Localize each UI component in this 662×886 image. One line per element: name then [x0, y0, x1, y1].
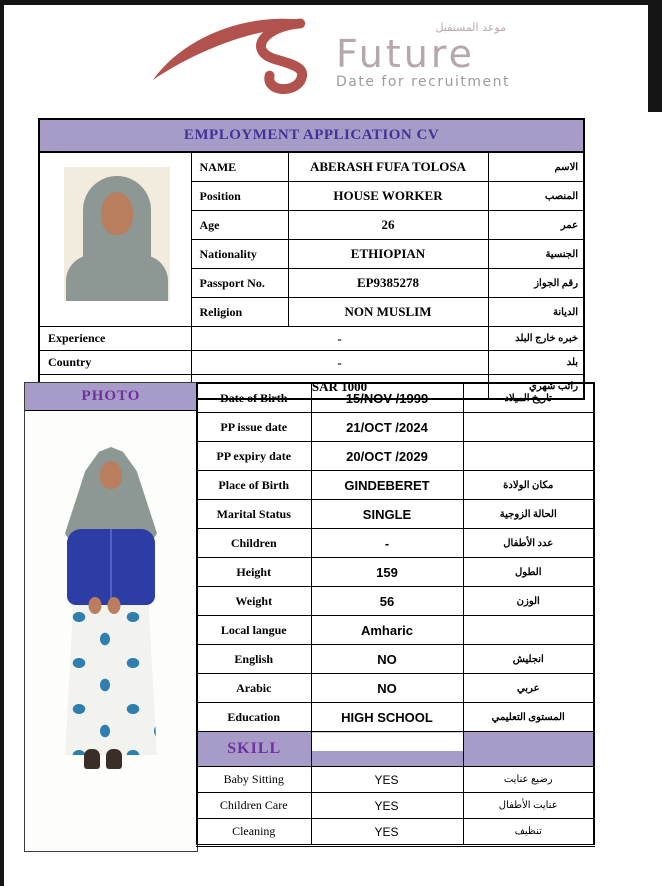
- detail-row: [197, 500, 594, 529]
- row-arabic-label: عمر: [488, 211, 584, 240]
- logo-tagline: Date for recruitment: [336, 73, 510, 90]
- face-shape: [101, 192, 133, 235]
- detail-row: [197, 529, 594, 558]
- detail-row: [197, 383, 594, 413]
- row-arabic-label: الجنسية: [488, 240, 584, 269]
- row-value: -: [191, 351, 488, 375]
- row-value: NO: [311, 674, 463, 703]
- passport-photo: [64, 167, 170, 301]
- detail-row: [197, 645, 594, 674]
- row-arabic-label: [463, 616, 594, 645]
- skill-section-title: SKILL: [197, 732, 311, 767]
- row-label: Weight: [197, 587, 311, 616]
- jacket-shape: [67, 529, 155, 605]
- row-arabic-label: عدد الأطفال: [463, 529, 594, 558]
- row-arabic-label: بلد: [488, 351, 584, 375]
- row-label: Cleaning: [197, 819, 311, 846]
- hand-shape: [89, 597, 102, 614]
- row-value: -: [191, 327, 488, 351]
- row-arabic-label: عنايت الأطفال: [463, 793, 594, 819]
- form-title-row: [39, 119, 584, 152]
- row-arabic-label: الاسم: [488, 152, 584, 182]
- row-label: Experience: [39, 327, 191, 351]
- row-value: SAR 1000: [191, 375, 488, 400]
- form-title: EMPLOYMENT APPLICATION CV: [39, 119, 584, 152]
- details-table: [196, 382, 595, 847]
- row-value: -: [311, 529, 463, 558]
- profile-extra-row: [39, 327, 584, 351]
- row-label: Age: [191, 211, 288, 240]
- floral-skirt-shape: [65, 605, 157, 755]
- row-value: 20/OCT /2029: [311, 442, 463, 471]
- photo-box: [24, 382, 198, 852]
- row-value: SINGLE: [311, 500, 463, 529]
- row-label: Education: [197, 703, 311, 732]
- skill-section-header-row: [197, 732, 594, 767]
- logo-arabic-name: موعد المستقبل: [435, 20, 506, 34]
- row-arabic-label: تنظيف: [463, 819, 594, 846]
- row-arabic-label: الديانة: [488, 298, 584, 327]
- hand-shape: [108, 597, 121, 614]
- row-value: 15/NOV /1999: [311, 383, 463, 413]
- row-arabic-label: المنصب: [488, 182, 584, 211]
- skill-header-spacer: [311, 732, 463, 767]
- row-arabic-label: عربي: [463, 674, 594, 703]
- scan-frame-left: [0, 0, 4, 886]
- skill-row: [197, 793, 594, 819]
- row-label: Children: [197, 529, 311, 558]
- face-shape: [100, 461, 122, 489]
- full-body-photo: [25, 411, 197, 851]
- detail-row: [197, 442, 594, 471]
- detail-row: [197, 674, 594, 703]
- row-label: Country: [39, 351, 191, 375]
- row-arabic-label: رقم الجواز: [488, 269, 584, 298]
- row-value: HIGH SCHOOL: [311, 703, 463, 732]
- row-value: Amharic: [311, 616, 463, 645]
- scan-frame-right: [648, 0, 662, 112]
- row-label: NAME: [191, 152, 288, 182]
- detail-row: [197, 471, 594, 500]
- detail-row: [197, 558, 594, 587]
- row-value: GINDEBERET: [311, 471, 463, 500]
- future-logo-mark-icon: [148, 10, 330, 100]
- row-label: Religion: [191, 298, 288, 327]
- row-value: ETHIOPIAN: [288, 240, 488, 269]
- row-arabic-label: راتب شهري: [488, 375, 584, 400]
- row-label: PP expiry date: [197, 442, 311, 471]
- detail-row: [197, 703, 594, 732]
- row-label: Date of Birth: [197, 383, 311, 413]
- row-arabic-label: مكان الولادة: [463, 471, 594, 500]
- row-label: Passport No.: [191, 269, 288, 298]
- row-value: NON MUSLIM: [288, 298, 488, 327]
- row-arabic-label: [463, 442, 594, 471]
- row-arabic-label: الطول: [463, 558, 594, 587]
- skill-row: [197, 767, 594, 793]
- row-label: Position: [191, 182, 288, 211]
- row-value: YES: [311, 819, 463, 846]
- row-label: Marital Status: [197, 500, 311, 529]
- skill-header-spacer-right: [463, 732, 594, 767]
- sandal-shape: [106, 749, 122, 769]
- detail-row: [197, 616, 594, 645]
- agency-logo: [148, 10, 510, 100]
- row-value: ABERASH FUFA TOLOSA: [288, 152, 488, 182]
- row-value: 56: [311, 587, 463, 616]
- row-label: Nationality: [191, 240, 288, 269]
- photo-section-title: PHOTO: [25, 383, 197, 411]
- logo-brand-name: Future: [336, 31, 476, 76]
- shoulders-shape: [66, 255, 168, 301]
- row-label: Arabic: [197, 674, 311, 703]
- row-value: YES: [311, 767, 463, 793]
- sandal-shape: [84, 749, 100, 769]
- row-label: Local langue: [197, 616, 311, 645]
- row-value: 21/OCT /2024: [311, 413, 463, 442]
- row-value: EP9385278: [288, 269, 488, 298]
- row-value: 26: [288, 211, 488, 240]
- row-label: Place of Birth: [197, 471, 311, 500]
- row-arabic-label: المستوى التعليمي: [463, 703, 594, 732]
- logo-text: [336, 21, 510, 90]
- row-arabic-label: خبره خارج البلد: [488, 327, 584, 351]
- row-label: English: [197, 645, 311, 674]
- detail-row: [197, 587, 594, 616]
- row-label: PP issue date: [197, 413, 311, 442]
- row-arabic-label: رضيع عنايت: [463, 767, 594, 793]
- row-arabic-label: [463, 413, 594, 442]
- row-value: YES: [311, 793, 463, 819]
- row-value: HOUSE WORKER: [288, 182, 488, 211]
- scan-frame-top: [0, 0, 662, 5]
- row-value: 159: [311, 558, 463, 587]
- skill-row: [197, 819, 594, 846]
- row-label: Children Care: [197, 793, 311, 819]
- row-value: NO: [311, 645, 463, 674]
- row-arabic-label: الحالة الزوجية: [463, 500, 594, 529]
- profile-extra-row: [39, 351, 584, 375]
- row-label: Height: [197, 558, 311, 587]
- row-arabic-label: انجليش: [463, 645, 594, 674]
- row-label: Baby Sitting: [197, 767, 311, 793]
- detail-row: [197, 413, 594, 442]
- row-arabic-label: الوزن: [463, 587, 594, 616]
- row-arabic-label: تاريخ الميلاد: [463, 383, 594, 413]
